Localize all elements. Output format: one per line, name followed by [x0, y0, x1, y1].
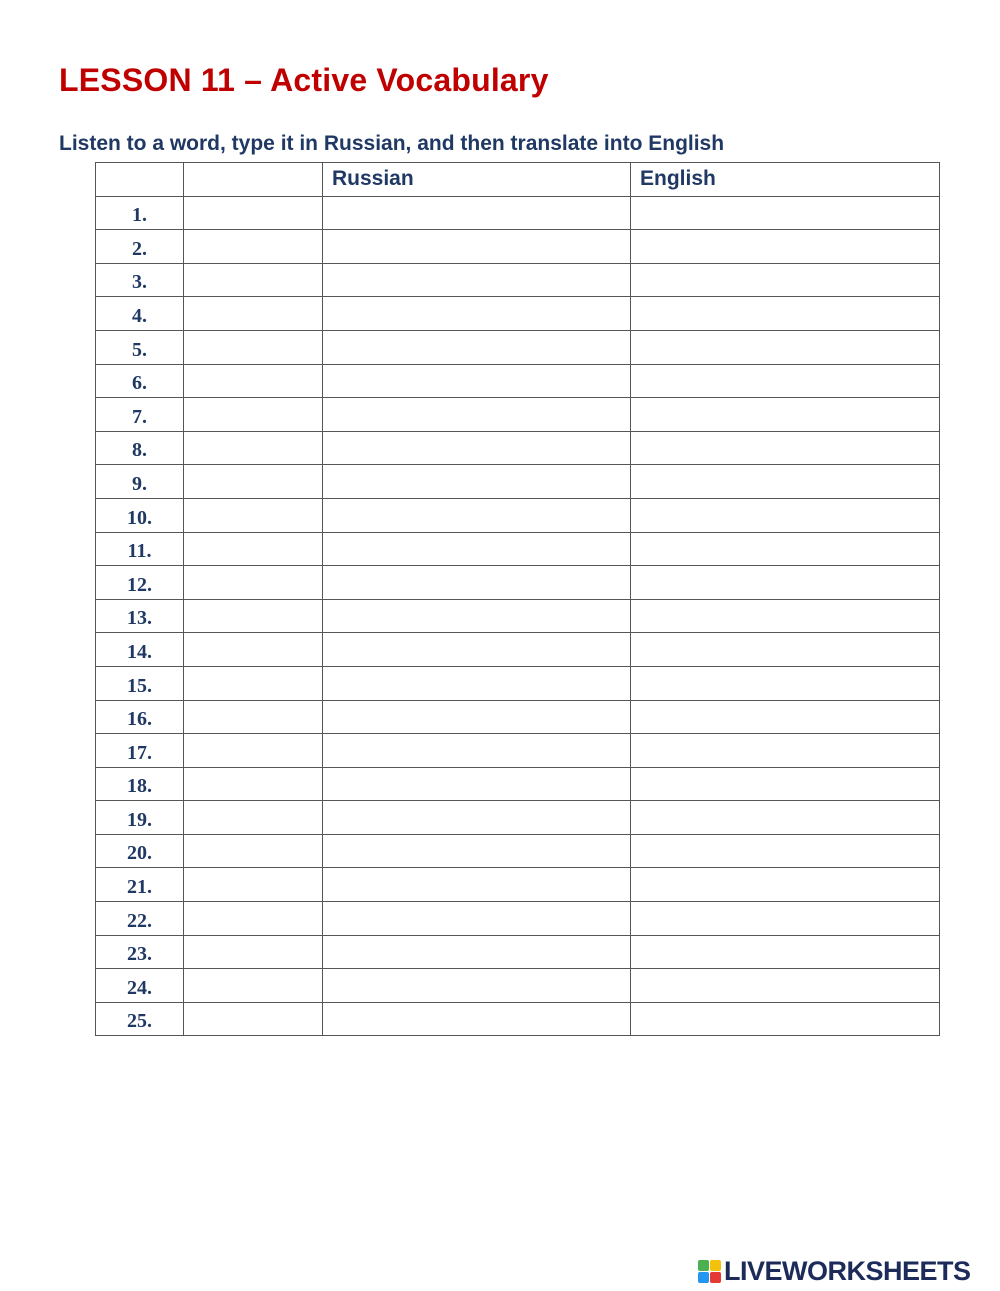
row-number: 7.: [96, 398, 184, 432]
row-number: 18.: [96, 767, 184, 801]
russian-answer-field[interactable]: [323, 263, 631, 297]
table-row: [96, 532, 940, 566]
russian-answer-field[interactable]: [323, 297, 631, 331]
answer-cell-blank[interactable]: [184, 431, 323, 465]
russian-answer-field[interactable]: [323, 465, 631, 499]
vocabulary-table: [95, 162, 940, 1036]
russian-answer-field[interactable]: [323, 1002, 631, 1036]
answer-cell-blank[interactable]: [184, 1002, 323, 1036]
row-number: 11.: [96, 532, 184, 566]
row-number: 8.: [96, 431, 184, 465]
english-answer-field[interactable]: [631, 633, 940, 667]
russian-answer-field[interactable]: [323, 734, 631, 768]
english-answer-field[interactable]: [631, 666, 940, 700]
answer-cell-blank[interactable]: [184, 767, 323, 801]
russian-answer-field[interactable]: [323, 969, 631, 1003]
row-number: 19.: [96, 801, 184, 835]
table-row: [96, 599, 940, 633]
russian-answer-field[interactable]: [323, 935, 631, 969]
table-row: [96, 1002, 940, 1036]
english-answer-field[interactable]: [631, 196, 940, 230]
english-answer-field[interactable]: [631, 431, 940, 465]
logo-tile: [698, 1272, 709, 1283]
english-answer-field[interactable]: [631, 230, 940, 264]
answer-cell-blank[interactable]: [184, 498, 323, 532]
row-number: 16.: [96, 700, 184, 734]
table-row: [96, 935, 940, 969]
answer-cell-blank[interactable]: [184, 230, 323, 264]
logo-tile: [698, 1260, 709, 1271]
table-row: [96, 465, 940, 499]
table-body: [96, 196, 940, 1036]
russian-answer-field[interactable]: [323, 700, 631, 734]
table-row: [96, 398, 940, 432]
russian-answer-field[interactable]: [323, 398, 631, 432]
answer-cell-blank[interactable]: [184, 263, 323, 297]
row-number: 10.: [96, 498, 184, 532]
answer-cell-blank[interactable]: [184, 633, 323, 667]
row-number: 4.: [96, 297, 184, 331]
table-row: [96, 230, 940, 264]
answer-cell-blank[interactable]: [184, 364, 323, 398]
russian-answer-field[interactable]: [323, 498, 631, 532]
header-number: [96, 163, 184, 197]
english-answer-field[interactable]: [631, 364, 940, 398]
answer-cell-blank[interactable]: [184, 196, 323, 230]
russian-answer-field[interactable]: [323, 599, 631, 633]
english-answer-field[interactable]: [631, 801, 940, 835]
answer-cell-blank[interactable]: [184, 398, 323, 432]
row-number: 20.: [96, 834, 184, 868]
table-row: [96, 969, 940, 1003]
russian-answer-field[interactable]: [323, 801, 631, 835]
header-blank: [184, 163, 323, 197]
answer-cell-blank[interactable]: [184, 566, 323, 600]
table-row: [96, 297, 940, 331]
russian-answer-field[interactable]: [323, 196, 631, 230]
row-number: 3.: [96, 263, 184, 297]
table-row: [96, 330, 940, 364]
row-number: 13.: [96, 599, 184, 633]
row-number: 6.: [96, 364, 184, 398]
russian-answer-field[interactable]: [323, 330, 631, 364]
answer-cell-blank[interactable]: [184, 734, 323, 768]
english-answer-field[interactable]: [631, 1002, 940, 1036]
liveworksheets-logo-icon: [698, 1260, 721, 1283]
table-row: [96, 902, 940, 936]
row-number: 5.: [96, 330, 184, 364]
answer-cell-blank[interactable]: [184, 532, 323, 566]
answer-cell-blank[interactable]: [184, 700, 323, 734]
russian-answer-field[interactable]: [323, 834, 631, 868]
row-number: 23.: [96, 935, 184, 969]
table-row: [96, 196, 940, 230]
row-number: 1.: [96, 196, 184, 230]
answer-cell-blank[interactable]: [184, 666, 323, 700]
table-row: [96, 700, 940, 734]
russian-answer-field[interactable]: [323, 431, 631, 465]
row-number: 17.: [96, 734, 184, 768]
answer-cell-blank[interactable]: [184, 935, 323, 969]
english-answer-field[interactable]: [631, 297, 940, 331]
english-answer-field[interactable]: [631, 532, 940, 566]
russian-answer-field[interactable]: [323, 666, 631, 700]
table-row: [96, 633, 940, 667]
row-number: 9.: [96, 465, 184, 499]
answer-cell-blank[interactable]: [184, 902, 323, 936]
english-answer-field[interactable]: [631, 935, 940, 969]
table-row: [96, 834, 940, 868]
russian-answer-field[interactable]: [323, 230, 631, 264]
english-answer-field[interactable]: [631, 330, 940, 364]
table-row: [96, 263, 940, 297]
table-row: [96, 666, 940, 700]
english-answer-field[interactable]: [631, 734, 940, 768]
answer-cell-blank[interactable]: [184, 297, 323, 331]
english-answer-field[interactable]: [631, 868, 940, 902]
row-number: 25.: [96, 1002, 184, 1036]
table-row: [96, 868, 940, 902]
answer-cell-blank[interactable]: [184, 465, 323, 499]
answer-cell-blank[interactable]: [184, 330, 323, 364]
english-answer-field[interactable]: [631, 398, 940, 432]
row-number: 12.: [96, 566, 184, 600]
russian-answer-field[interactable]: [323, 566, 631, 600]
table-row: [96, 801, 940, 835]
table-row: [96, 364, 940, 398]
row-number: 21.: [96, 868, 184, 902]
table-row: [96, 767, 940, 801]
lesson-title: LESSON 11 – Active Vocabulary: [59, 62, 549, 98]
row-number: 14.: [96, 633, 184, 667]
english-answer-field[interactable]: [631, 465, 940, 499]
english-answer-field[interactable]: [631, 498, 940, 532]
row-number: 15.: [96, 666, 184, 700]
english-answer-field[interactable]: [631, 767, 940, 801]
russian-answer-field[interactable]: [323, 868, 631, 902]
row-number: 2.: [96, 230, 184, 264]
english-answer-field[interactable]: [631, 263, 940, 297]
row-number: 24.: [96, 969, 184, 1003]
english-answer-field[interactable]: [631, 902, 940, 936]
russian-answer-field[interactable]: [323, 902, 631, 936]
russian-answer-field[interactable]: [323, 532, 631, 566]
answer-cell-blank[interactable]: [184, 834, 323, 868]
header-russian: Russian: [323, 163, 631, 197]
header-english: English: [631, 163, 940, 197]
answer-cell-blank[interactable]: [184, 801, 323, 835]
table-header-row: [96, 163, 940, 197]
table-row: [96, 431, 940, 465]
logo-tile: [710, 1272, 721, 1283]
russian-answer-field[interactable]: [323, 364, 631, 398]
logo-tile: [710, 1260, 721, 1271]
table-row: [96, 498, 940, 532]
english-answer-field[interactable]: [631, 969, 940, 1003]
table-row: [96, 566, 940, 600]
instruction-text: Listen to a word, type it in Russian, and then translate into English: [59, 132, 725, 155]
logo-text: LIVEWORKSHEETS: [724, 1255, 971, 1286]
liveworksheets-logo: [698, 1256, 971, 1286]
english-answer-field[interactable]: [631, 834, 940, 868]
english-answer-field[interactable]: [631, 599, 940, 633]
row-number: 22.: [96, 902, 184, 936]
answer-cell-blank[interactable]: [184, 969, 323, 1003]
table-row: [96, 734, 940, 768]
english-answer-field[interactable]: [631, 700, 940, 734]
english-answer-field[interactable]: [631, 566, 940, 600]
answer-cell-blank[interactable]: [184, 868, 323, 902]
russian-answer-field[interactable]: [323, 767, 631, 801]
russian-answer-field[interactable]: [323, 633, 631, 667]
answer-cell-blank[interactable]: [184, 599, 323, 633]
